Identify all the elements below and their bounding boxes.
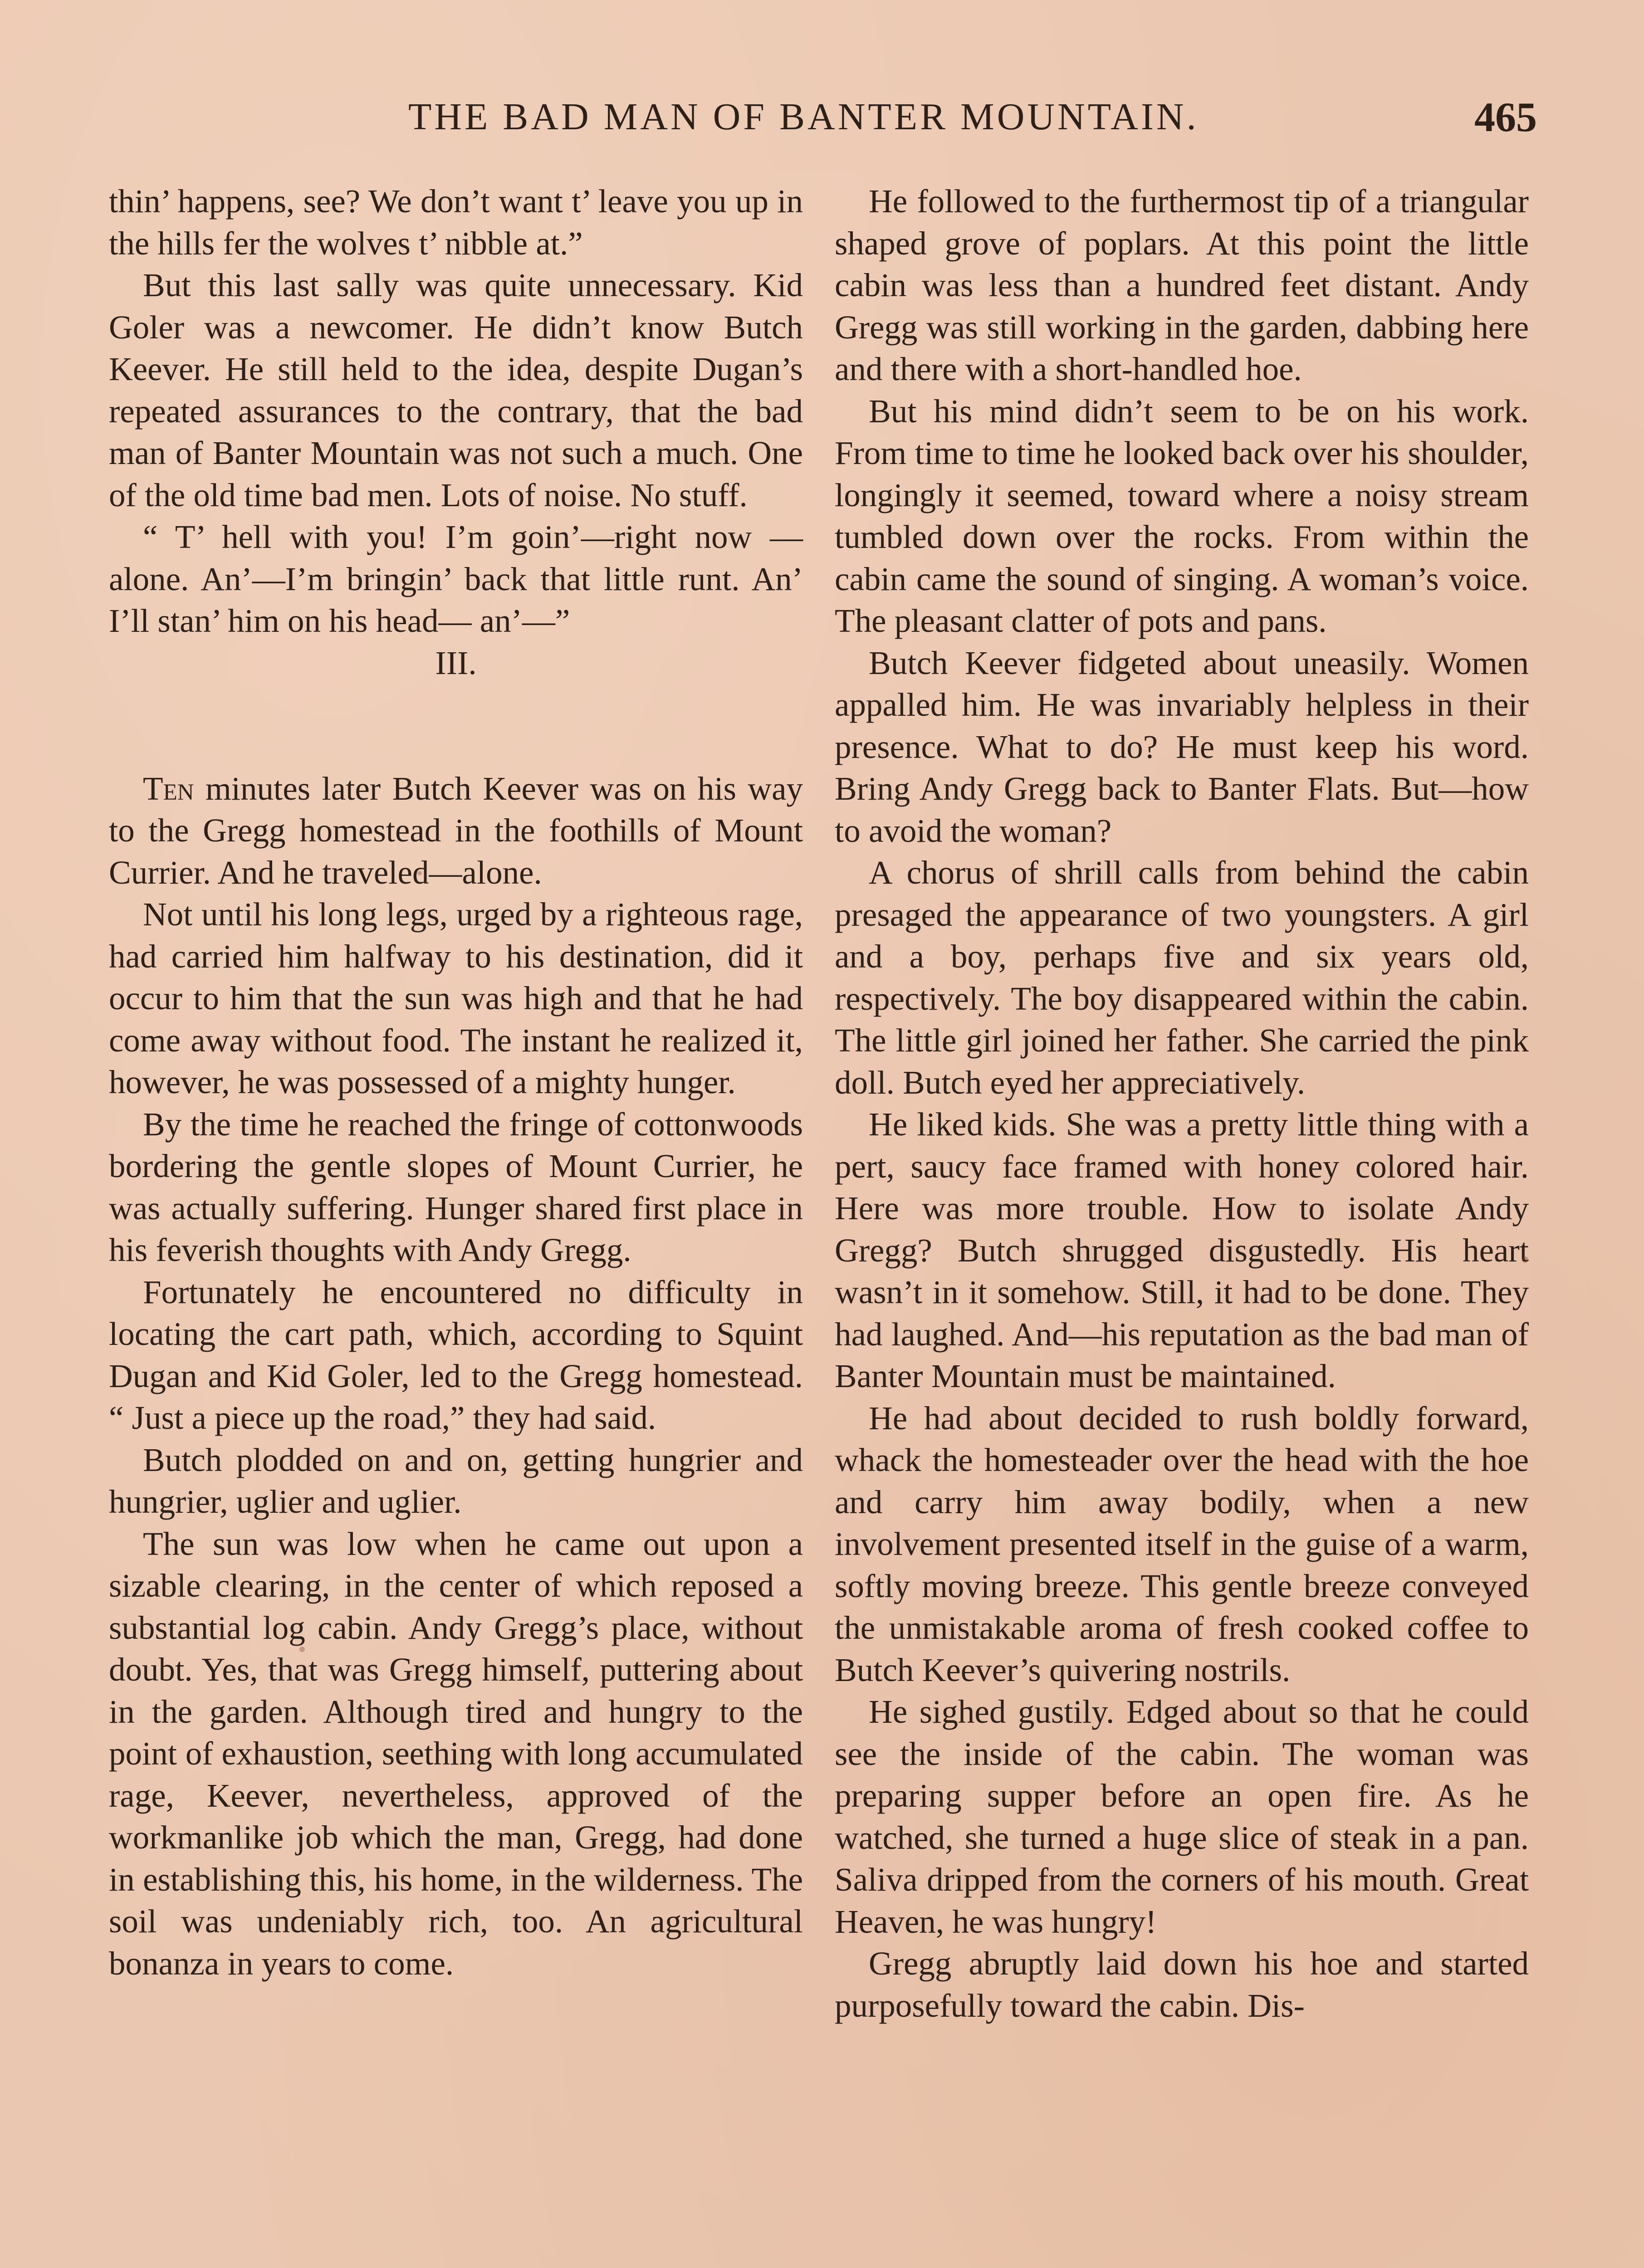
paragraph: The sun was low when he came out upon a sizable clearing, in the center of which reposed a substantial log cabin. Andy Gregg’s place, without doubt. Yes, that was Gregg himself, puttering about in the garden. Although tired and hungry to the point of exhaustion, seething with long accumulated rage, Keever, nevertheless, approved of the workmanlike job which the man, Gregg, had done in establishing this, his home, in the wilderness. The soil was undeniably rich, too. An agricultural bonanza in years to come. [109,1525,803,1982]
paragraph: Not until his long legs, urged by a righteous rage, had carried him halfway to his destination, did it occur to him that the sun was high and that he had come away without food. The instant he realized it, however, he was possessed of a mighty hunger. [109,896,803,1100]
paragraph: A chorus of shrill calls from behind the cabin presaged the appearance of two youngsters. A girl and a boy, perhaps five and six years old, respectively. The boy disappeared within the cabin. The little girl joined her father. She carried the pink doll. Butch eyed her appreciatively. [835,854,1529,1101]
paragraph: He had about decided to rush boldly forward, whack the homesteader over the head with the hoe and carry him away bodily, when a new involvement presented itself in the guise of a warm, softly moving breeze. This gentle breeze conveyed the unmistakable aroma of fresh cooked coffee to Butch Keever’s quivering nostrils. [835,1399,1529,1688]
left-column [109,181,803,1984]
right-column [835,181,1529,2027]
small-caps-lead: Ten [143,770,194,807]
paragraph: Gregg abruptly laid down his hoe and started purposefully toward the cabin. Dis- [835,1945,1529,2024]
ink-speck [299,1647,305,1652]
opening-text: minutes later Butch Keever was on his way to the Gregg homestead in the foothills of Mount Currier. And he traveled—alone. [109,770,803,891]
ink-speck [417,871,422,875]
paragraph: But this last sally was quite unnecessary. Kid Goler was a newcomer. He didn’t know Butch Keever. He still held to the idea, despite Dugan’s repeated assurances to the contrary, that the bad man of Banter Mountain was not such a much. One of the old time bad men. Lots of noise. No stuff. [109,267,803,513]
paragraph: Butch Keever fidgeted about uneasily. Women appalled him. He was invariably helpless in their presence. What to do? He must keep his word. Bring Andy Gregg back to Banter Flats. But—how to avoid the woman? [835,644,1529,849]
paragraph: Butch plodded on and on, getting hungrier and hungrier, uglier and uglier. [109,1441,803,1520]
paragraph: He sighed gustily. Edged about so that he could see the inside of the cabin. The woman was preparing supper before an open fire. As he watched, she turned a huge slice of steak in a pan. Saliva dripped from the corners of his mouth. Great Heaven, he was hungry! [835,1693,1529,1940]
running-head: THE BAD MAN OF BANTER MOUNTAIN. [408,96,1199,138]
paragraph: He liked kids. She was a pretty little thing with a pert, saucy face framed with honey colored hair. Here was more trouble. How to isolate Andy Gregg? Butch shrugged disgustedly. His heart wasn’t in it somehow. Still, it had to be done. They had laughed. And—his reputation as the bad man of Banter Mountain must be maintained. [835,1106,1529,1394]
paragraph: Fortunately he encountered no difficulty in locating the cart path, which, according to Squint Dugan and Kid Goler, led to the Gregg homestead. “ Just a piece up the road,” they had said. [109,1273,803,1436]
section-opening-paragraph [109,768,803,894]
paragraph: “ T’ hell with you! I’m goin’—right now —alone. An’—I’m bringin’ back that little runt. An’ I’ll stan’ him on his head— an’—” [109,518,803,639]
paragraph: He followed to the furthermost tip of a triangular shaped grove of poplars. At this point the little cabin was less than a hundred feet distant. Andy Gregg was still working in the garden, dabbing here and there with a short-handled hoe. [835,183,1529,387]
paragraph: By the time he reached the fringe of cottonwoods bordering the gentle slopes of Mount Currier, he was actually suffering. Hunger shared first place in his feverish thoughts with Andy Gregg. [109,1105,803,1268]
paragraph: thin’ happens, see? We don’t want t’ leave you up in the hills fer the wolves t’ nibble at.” [109,183,803,262]
ink-speck [1522,1256,1528,1263]
paragraph: But his mind didn’t seem to be on his work. From time to time he looked back over his shoulder, longingly it seemed, toward where a noisy stream tumbled down over the rocks. From within the cabin came the sound of singing. A woman’s voice. The pleasant clatter of pots and pans. [835,392,1529,639]
section-heading [109,642,803,768]
section-number: III. [435,644,477,681]
page-number: 465 [1474,94,1537,140]
